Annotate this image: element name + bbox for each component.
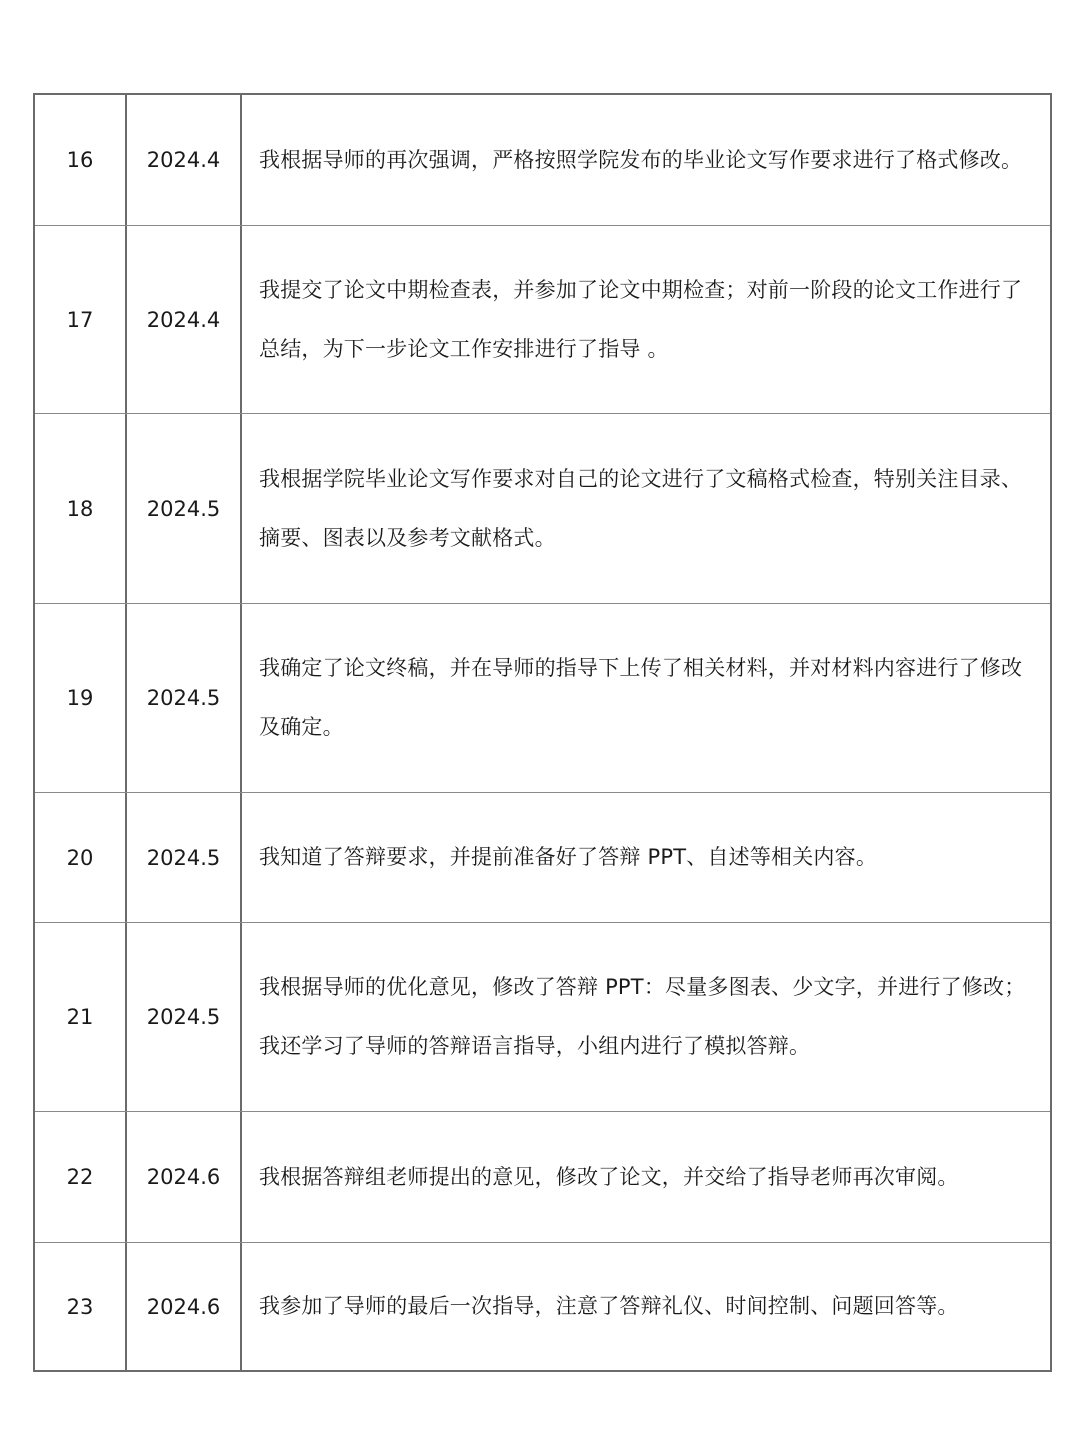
row-number: 17 — [35, 226, 127, 413]
table-row — [35, 414, 1050, 604]
table-row — [35, 226, 1050, 414]
row-date: 2024.6 — [127, 1112, 242, 1242]
row-description: 我知道了答辩要求，并提前准备好了答辩 PPT、自述等相关内容。 — [259, 845, 878, 869]
row-number: 22 — [35, 1112, 127, 1242]
row-number: 16 — [35, 95, 127, 225]
row-number: 23 — [35, 1243, 127, 1370]
row-number: 18 — [35, 414, 127, 603]
row-description: 我提交了论文中期检查表，并参加了论文中期检查；对前一阶段的论文工作进行了总结，为下一步论文工作安排进行了指导 。 — [259, 277, 1023, 361]
row-date: 2024.6 — [127, 1243, 242, 1370]
progress-log-table — [33, 93, 1052, 1372]
table-row — [35, 1112, 1050, 1243]
row-description: 我参加了导师的最后一次指导，注意了答辩礼仪、时间控制、问题回答等。 — [259, 1294, 959, 1318]
row-number: 20 — [35, 793, 127, 922]
table-row — [35, 793, 1050, 923]
row-description: 我根据导师的再次强调，严格按照学院发布的毕业论文写作要求进行了格式修改。 — [259, 147, 1023, 172]
table-row — [35, 95, 1050, 226]
row-date: 2024.5 — [127, 793, 242, 922]
table-row — [35, 604, 1050, 793]
row-description: 我确定了论文终稿，并在导师的指导下上传了相关材料，并对材料内容进行了修改及确定。 — [259, 656, 1023, 739]
row-number: 21 — [35, 923, 127, 1111]
row-description: 我根据学院毕业论文写作要求对自己的论文进行了文稿格式检查，特别关注目录、摘要、图表以及参考文献格式。 — [259, 466, 1023, 550]
table-row — [35, 1243, 1050, 1370]
row-date: 2024.4 — [127, 226, 242, 413]
table-row — [35, 923, 1050, 1112]
row-date: 2024.5 — [127, 923, 242, 1111]
row-date: 2024.4 — [127, 95, 242, 225]
row-date: 2024.5 — [127, 414, 242, 603]
row-number: 19 — [35, 604, 127, 792]
row-description: 我根据答辩组老师提出的意见，修改了论文，并交给了指导老师再次审阅。 — [259, 1164, 959, 1189]
row-date: 2024.5 — [127, 604, 242, 792]
row-description: 我根据导师的优化意见，修改了答辩 PPT：尽量多图表、少文字，并进行了修改；我还学习了导师的答辩语言指导，小组内进行了模拟答辩。 — [259, 975, 1026, 1058]
